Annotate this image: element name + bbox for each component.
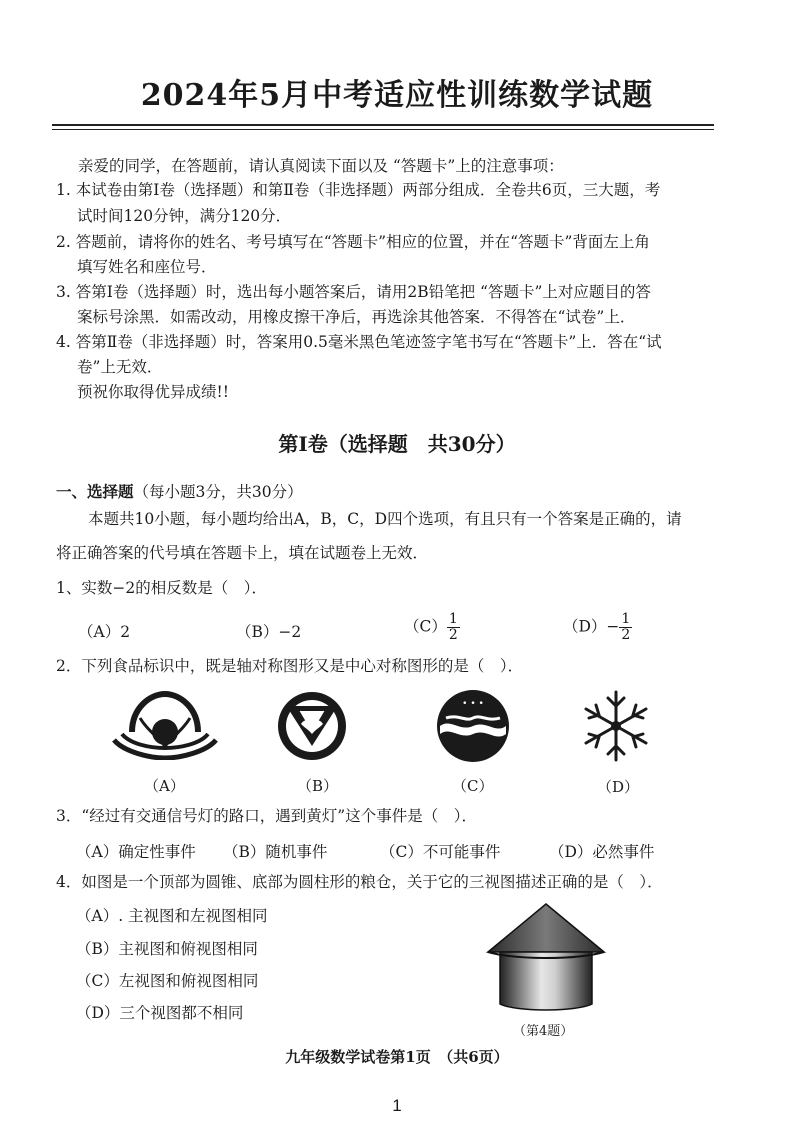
part1-desc: 本题共10小题，每小题均给出A，B，C，D四个选项，有且只有一个答案是正确的，请 (88, 510, 682, 528)
fraction-numerator: 1 (621, 611, 631, 627)
q4-option-c: （C）左视图和俯视图相同 (76, 972, 259, 990)
q2-caption-c: （C） (452, 777, 494, 795)
granary-figure (486, 902, 606, 1014)
notice-line: 填写姓名和座位号． (77, 258, 217, 276)
part1-heading (56, 482, 303, 502)
q2-caption-a: （A） (144, 777, 185, 795)
fraction (619, 612, 632, 643)
notice-line: 卷”上无效． (77, 358, 163, 376)
part1-heading-note: （每小题3分，共30分） (133, 483, 303, 501)
section-title: 第Ⅰ卷（选择题 共30分） (278, 432, 516, 456)
q4-figure-caption: （第4题） (513, 1024, 574, 1039)
q4-stem: 4．如图是一个顶部为圆锥、底部为圆柱形的粮仓，关于它的三视图描述正确的是（ ）． (56, 873, 663, 891)
q3-option-c: （C）不可能事件 (380, 843, 501, 861)
q1-option-d-label: （D）− (563, 617, 620, 636)
fraction-denominator: 2 (448, 627, 458, 643)
q3-option-d: （D）必然事件 (549, 843, 655, 861)
q3-option-a: （A）确定性事件 (76, 843, 196, 861)
exam-title: 2024年5月中考适应性训练数学试题 (140, 78, 654, 113)
food-logo-a (110, 688, 220, 760)
q1-stem: 1、实数−2的相反数是（ ）． (56, 579, 267, 597)
notice-wish: 预祝你取得优异成绩!! (77, 383, 229, 401)
q1-option-d (563, 612, 632, 643)
food-logo-c (430, 688, 516, 764)
q1-option-c (404, 612, 460, 643)
notice-line: 1. 本试卷由第Ⅰ卷（选择题）和第Ⅱ卷（非选择题）两部分组成．全卷共6页，三大题，考 (56, 181, 661, 199)
food-logo-d (577, 688, 655, 764)
fraction-denominator: 2 (621, 627, 631, 643)
fraction (447, 612, 460, 643)
notice-line: 3. 答第Ⅰ卷（选择题）时，选出每小题答案后，请用2B铅笔把 “答题卡”上对应题目的答 (56, 283, 651, 301)
notice-line: 试时间120分钟，满分120分． (77, 207, 292, 225)
q4-option-a: （A）. 主视图和左视图相同 (76, 907, 268, 925)
q2-caption-b: （B） (297, 777, 339, 795)
q1-option-c-label: （C） (404, 617, 447, 636)
title-rule-bottom (52, 129, 714, 130)
notice-line: 2. 答题前，请将你的姓名、考号填写在“答题卡”相应的位置，并在“答题卡”背面左上角 (56, 233, 650, 251)
title-rule-top (52, 124, 714, 126)
notice-line: 4. 答第Ⅱ卷（非选择题）时，答案用0.5毫米黑色笔迹签字笔书写在“答题卡”上．答在“试 (56, 333, 662, 351)
q3-option-b: （B）随机事件 (223, 843, 328, 861)
q2-caption-d: （D） (597, 778, 640, 796)
q4-option-b: （B）主视图和俯视图相同 (76, 940, 258, 958)
notice-intro: 亲爱的同学，在答题前，请认真阅读下面以及 “答题卡”上的注意事项： (78, 157, 564, 175)
q4-option-d: （D）三个视图都不相同 (76, 1004, 244, 1022)
svg-text:• • •: • • • (462, 699, 484, 709)
q3-stem: 3．“经过有交通信号灯的路口，遇到黄灯”这个事件是（ ）． (56, 807, 477, 825)
page-footer: 九年级数学试卷第1页 （共6页） (285, 1048, 509, 1066)
part1-heading-label: 一、选择题 (56, 482, 134, 501)
q1-option-b: （B）−2 (236, 623, 302, 641)
fraction-numerator: 1 (448, 611, 458, 627)
part1-desc: 将正确答案的代号填在答题卡上，填在试题卷上无效． (56, 544, 429, 562)
q1-option-a: （A）2 (78, 623, 131, 641)
page-number: 1 (392, 1096, 402, 1115)
food-logo-b (271, 690, 353, 762)
q2-stem: 2．下列食品标识中，既是轴对称图形又是中心对称图形的是（ ）． (56, 657, 524, 675)
notice-line: 案标号涂黑．如需改动，用橡皮擦干净后，再选涂其他答案．不得答在“试卷”上． (77, 308, 636, 326)
